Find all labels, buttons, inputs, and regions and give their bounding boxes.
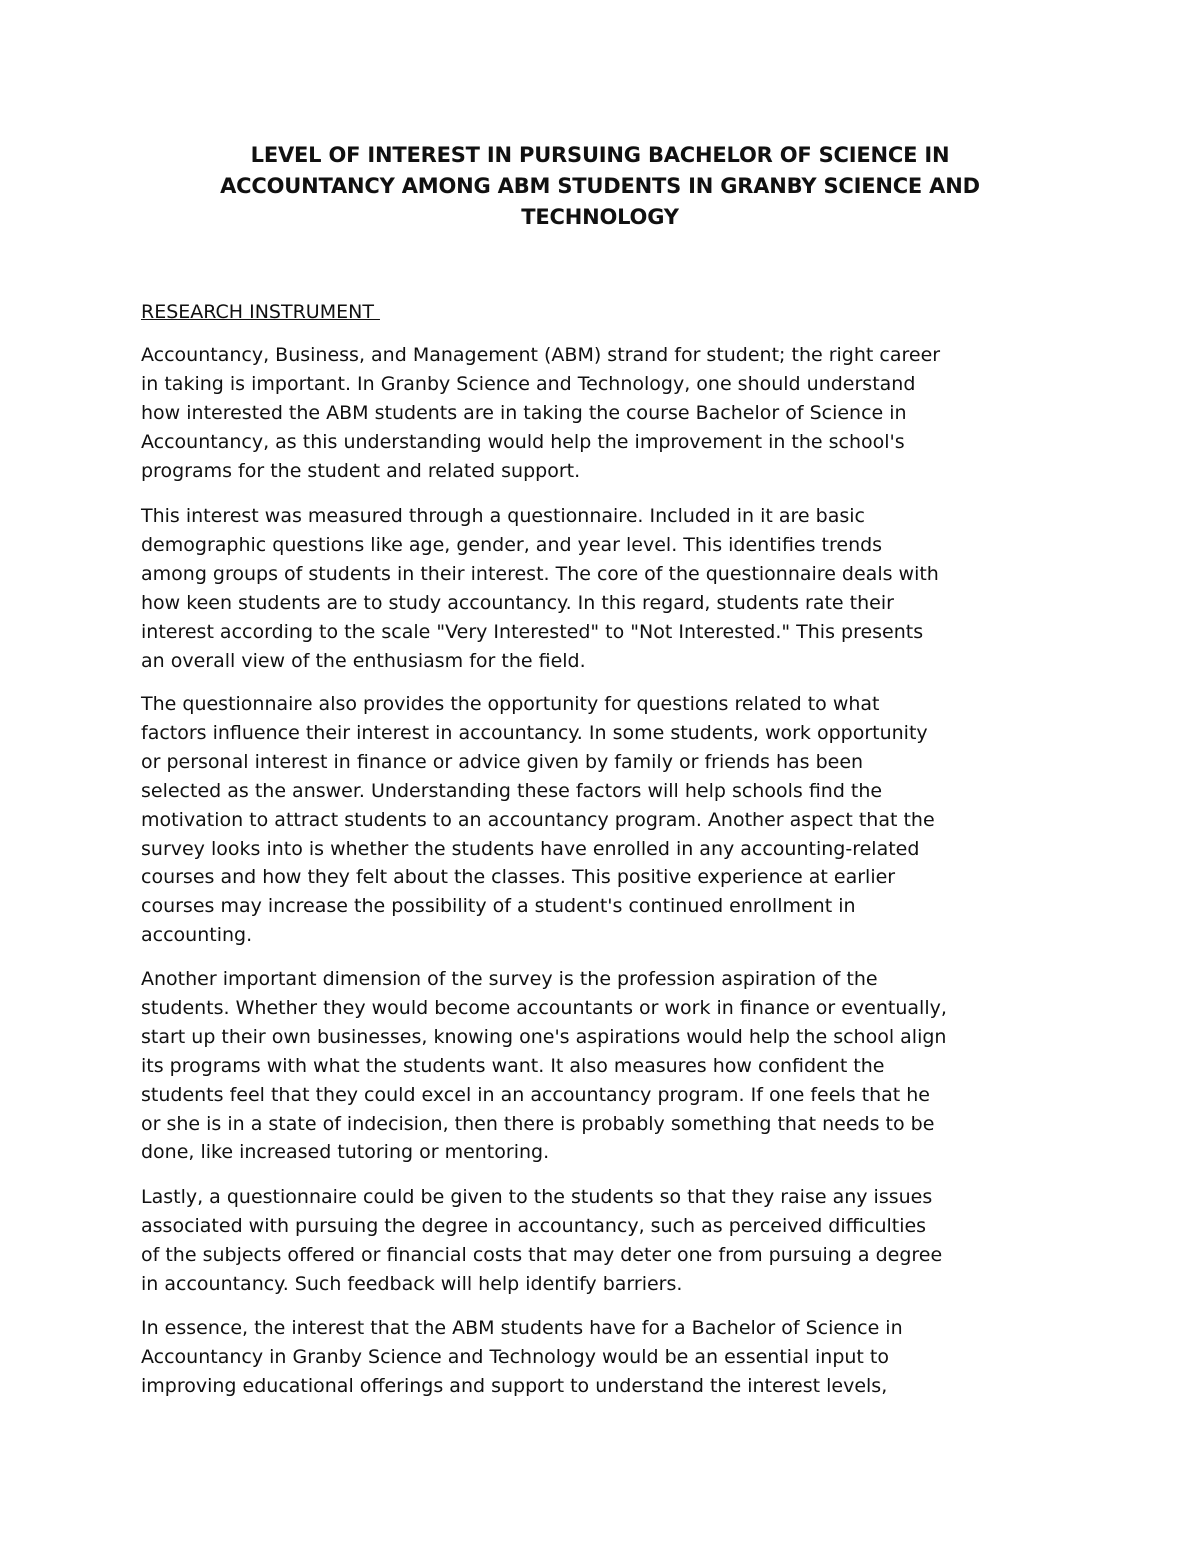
text-line: among groups of students in their interest. The core of the questionnaire deals with bbox=[141, 562, 939, 585]
text-line: or she is in a state of indecision, then there is probably something that needs to be bbox=[141, 1112, 935, 1135]
text-line: interest according to the scale "Very Interested" to "Not Interested." This presents bbox=[141, 620, 924, 643]
text-line: students. Whether they would become accountants or work in finance or eventually, bbox=[141, 996, 947, 1019]
text-line: how interested the ABM students are in taking the course Bachelor of Science in bbox=[141, 401, 907, 424]
paragraph-barriers bbox=[141, 1183, 942, 1299]
text-line: Another important dimension of the survey is the profession aspiration of the bbox=[141, 968, 878, 990]
text-line: factors influence their interest in accountancy. In some students, work opportunity bbox=[141, 721, 928, 744]
text-line: The questionnaire also provides the opportunity for questions related to what bbox=[141, 693, 880, 715]
text-line: courses may increase the possibility of a student's continued enrollment in bbox=[141, 895, 856, 918]
text-line: courses and how they felt about the classes. This positive experience at earlier bbox=[141, 866, 896, 889]
text-line: In essence, the interest that the ABM students have for a Bachelor of Science in bbox=[141, 1317, 903, 1339]
text-line: motivation to attract students to an accountancy program. Another aspect that the bbox=[141, 808, 935, 831]
text-line: its programs with what the students want. It also measures how confident the bbox=[141, 1054, 885, 1077]
text-line: done, like increased tutoring or mentoring. bbox=[141, 1141, 550, 1164]
text-line: associated with pursuing the degree in accountancy, such as perceived difficulties bbox=[141, 1214, 927, 1237]
paragraph-factors bbox=[141, 690, 935, 950]
text-line: start up their own businesses, knowing one's aspirations would help the school align bbox=[141, 1025, 947, 1048]
text-line: in accountancy. Such feedback will help identify barriers. bbox=[141, 1272, 683, 1295]
section-heading: RESEARCH INSTRUMENT bbox=[141, 301, 380, 323]
text-line: Accountancy, as this understanding would help the improvement in the school's bbox=[141, 430, 905, 453]
text-line: an overall view of the enthusiasm for the field. bbox=[141, 649, 586, 672]
document-title bbox=[130, 140, 1070, 233]
paragraph-conclusion bbox=[141, 1314, 903, 1401]
title-line: ACCOUNTANCY AMONG ABM STUDENTS IN GRANBY SCIENCE AND bbox=[220, 174, 980, 198]
text-line: demographic questions like age, gender, and year level. This identifies trends bbox=[141, 533, 883, 556]
text-line: selected as the answer. Understanding these factors will help schools find the bbox=[141, 779, 883, 802]
paragraph-aspirations bbox=[141, 965, 947, 1167]
text-line: Lastly, a questionnaire could be given to the students so that they raise any issues bbox=[141, 1186, 933, 1208]
title-line: LEVEL OF INTEREST IN PURSUING BACHELOR OF SCIENCE IN bbox=[250, 143, 950, 167]
text-line: improving educational offerings and support to understand the interest levels, bbox=[141, 1374, 888, 1397]
text-line: in taking is important. In Granby Science and Technology, one should understand bbox=[141, 372, 916, 395]
text-line: Accountancy in Granby Science and Technology would be an essential input to bbox=[141, 1345, 889, 1368]
text-line: programs for the student and related support. bbox=[141, 459, 581, 482]
text-line: This interest was measured through a questionnaire. Included in it are basic bbox=[141, 505, 865, 527]
text-line: accounting. bbox=[141, 924, 253, 947]
text-line: Accountancy, Business, and Management (ABM) strand for student; the right career bbox=[141, 344, 941, 366]
paragraph-measurement bbox=[141, 502, 939, 675]
text-line: of the subjects offered or financial costs that may deter one from pursuing a degree bbox=[141, 1243, 943, 1266]
text-line: or personal interest in finance or advice given by family or friends has been bbox=[141, 750, 864, 773]
text-line: how keen students are to study accountancy. In this regard, students rate their bbox=[141, 591, 894, 614]
text-line: survey looks into is whether the students have enrolled in any accounting-related bbox=[141, 837, 920, 860]
paragraph-intro bbox=[141, 341, 940, 486]
text-line: students feel that they could excel in an accountancy program. If one feels that he bbox=[141, 1083, 931, 1106]
title-line: TECHNOLOGY bbox=[521, 205, 679, 229]
